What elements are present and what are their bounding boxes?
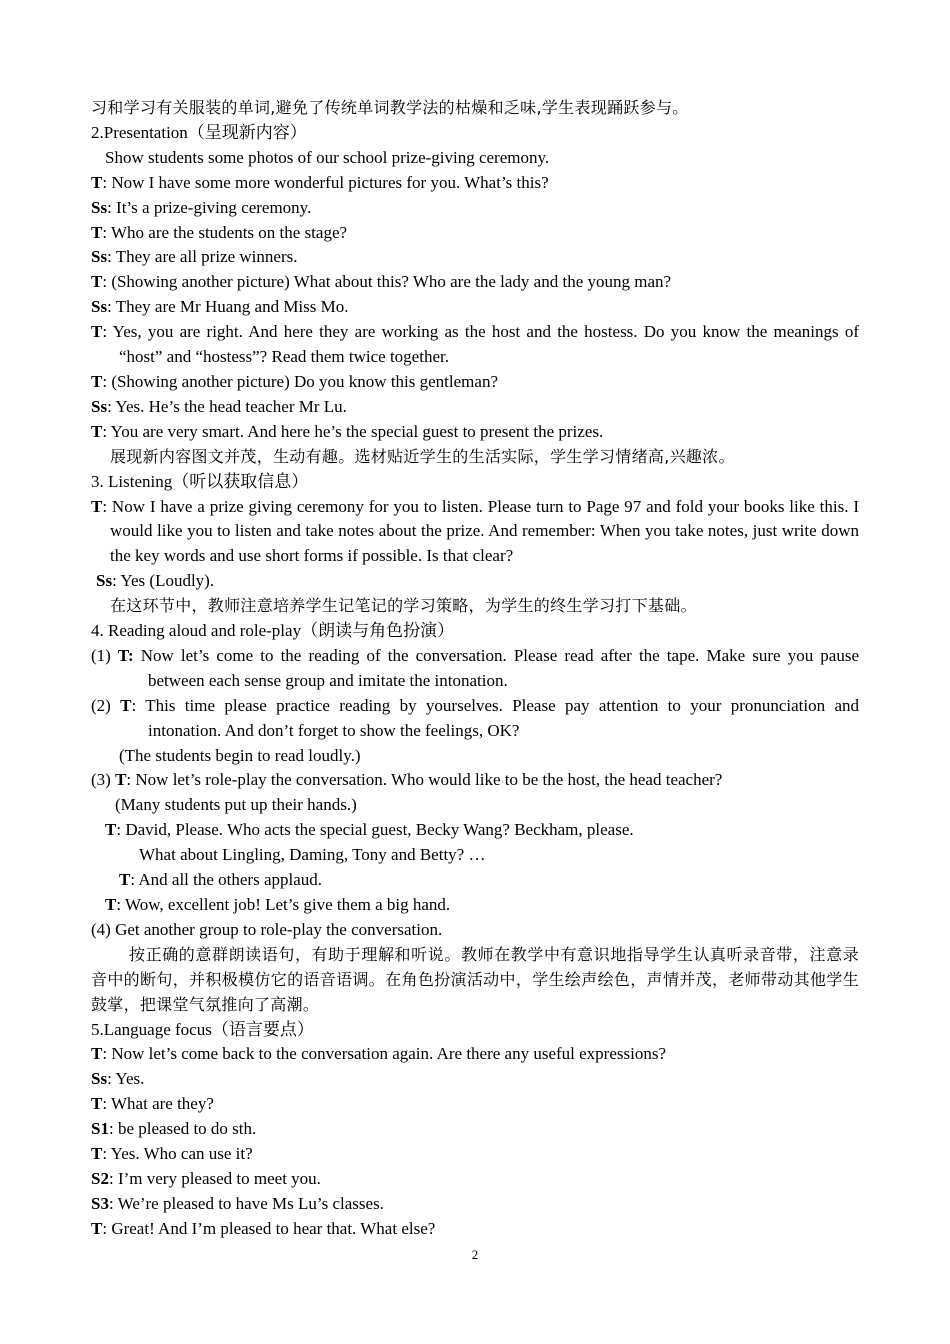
text-line: Show students some photos of our school prize-giving ceremony.: [105, 147, 550, 167]
dialogue-line: [91, 245, 859, 270]
speaker-label: Ss: [91, 197, 108, 217]
dialogue-text: : (Showing another picture) What about this? Who are the lady and the young man?: [102, 272, 672, 292]
speaker-label: T: [91, 1044, 103, 1064]
dialogue-line: [91, 1092, 859, 1117]
dialogue-line: [91, 1067, 859, 1092]
item-number: (2): [91, 695, 121, 715]
dialogue-line: [91, 644, 859, 694]
dialogue-line: [91, 1192, 859, 1217]
speaker-label: T: [91, 222, 103, 242]
dialogue-line: [96, 569, 859, 594]
commentary-line: 展现新内容图文并茂，生动有趣。选材贴近学生的生活实际，学生学习情绪高,兴趣浓。: [110, 446, 735, 466]
speaker-label: Ss: [96, 571, 113, 591]
dialogue-line: [91, 270, 859, 295]
section-heading: 2.Presentation（呈现新内容）: [91, 122, 307, 142]
dialogue-line: [91, 1117, 859, 1142]
dialogue-text: : And all the others applaud.: [130, 870, 323, 890]
speaker-label: T: [120, 695, 132, 715]
dialogue-line: [91, 1142, 859, 1167]
commentary-line: 在这环节中，教师注意培养学生记笔记的学习策略，为学生的终生学习打下基础。: [110, 596, 697, 616]
dialogue-line: [91, 1217, 859, 1242]
dialogue-text: : Now let’s role-play the conversation. Who would like to be the host, the head teacher?: [126, 770, 723, 790]
speaker-label: Ss: [91, 297, 108, 317]
commentary-line: 习和学习有关服装的单词,避免了传统单词教学法的枯燥和乏味,学生表现踊跃参与。: [91, 98, 689, 117]
dialogue-text: : Great! And I’m pleased to hear that. What else?: [102, 1218, 436, 1238]
speaker-label: T: [91, 1094, 103, 1114]
speaker-label: Ss: [91, 1069, 108, 1089]
dialogue-text: : They are Mr Huang and Miss Mo.: [107, 297, 349, 317]
dialogue-line: [91, 221, 859, 246]
dialogue-text: : David, Please. Who acts the special guest, Becky Wang? Beckham, please.: [116, 820, 634, 840]
dialogue-text: : Yes. He’s the head teacher Mr Lu.: [107, 396, 347, 416]
dialogue-line: [91, 768, 859, 793]
dialogue-text: : Who are the students on the stage?: [102, 222, 348, 242]
text-line: (4) Get another group to role-play the conversation.: [91, 919, 443, 939]
dialogue-line: [105, 893, 859, 918]
dialogue-text: : Yes (Loudly).: [112, 571, 215, 591]
speaker-label: Ss: [91, 247, 108, 267]
dialogue-line: [91, 1042, 859, 1067]
dialogue-line: [91, 395, 859, 420]
text-line: (The students begin to read loudly.): [119, 745, 361, 765]
dialogue-text: : Yes. Who can use it?: [102, 1144, 253, 1164]
dialogue-line: [91, 694, 859, 744]
dialogue-line: [91, 196, 859, 221]
commentary-paragraph: 按正确的意群朗读语句，有助于理解和听说。教师在教学中有意识地指导学生认真听录音带，注意录音中的断句，并积极模仿它的语音语调。在角色扮演活动中，学生绘声绘色，声情并茂，老师带动其他学生鼓掌，把课堂气氛推向了高潮。: [91, 944, 859, 1014]
page-number: 2: [471, 1247, 479, 1262]
dialogue-text: : You are very smart. And here he’s the special guest to present the prizes.: [102, 421, 604, 441]
dialogue-text: : We’re pleased to have Ms Lu’s classes.: [108, 1193, 384, 1213]
speaker-label: T: [91, 371, 103, 391]
speaker-label: T: [91, 272, 103, 292]
dialogue-text: : I’m very pleased to meet you.: [108, 1168, 321, 1188]
dialogue-text: : Yes.: [107, 1069, 145, 1089]
dialogue-line: [105, 818, 859, 843]
speaker-label: S3: [91, 1193, 109, 1213]
dialogue-line: [91, 495, 859, 570]
speaker-label: T:: [117, 645, 134, 665]
speaker-label: Ss: [91, 396, 108, 416]
dialogue-line: [91, 420, 859, 445]
dialogue-line: [91, 320, 859, 370]
dialogue-text: : Now I have a prize giving ceremony for you to listen. Please turn to Page 97 and fold your books like this. I would like you to listen and take notes about the prize. And remember: When you take notes, just write down the key words and use short forms if possible. Is that clear?: [102, 496, 859, 566]
dialogue-text: : Wow, excellent job! Let’s give them a big hand.: [116, 895, 451, 914]
speaker-label: T: [91, 322, 103, 342]
dialogue-line: [119, 868, 859, 893]
dialogue-text: : This time please practice reading by yourselves. Please pay attention to your pronunciation and intonation. And don’t forget to show the feelings, OK?: [131, 695, 859, 740]
speaker-label: T: [105, 895, 117, 914]
speaker-label: T: [119, 870, 131, 890]
speaker-label: T: [91, 421, 103, 441]
item-number: (1): [91, 645, 118, 665]
dialogue-line: [91, 171, 859, 196]
dialogue-text: : It’s a prize-giving ceremony.: [107, 197, 312, 217]
section-heading: 5.Language focus（语言要点）: [91, 1019, 314, 1039]
dialogue-text: : They are all prize winners.: [107, 247, 298, 267]
text-line: What about Lingling, Daming, Tony and Betty? …: [139, 845, 486, 865]
dialogue-text: : Now I have some more wonderful pictures for you. What’s this?: [102, 172, 549, 192]
document-body: [91, 96, 859, 1242]
speaker-label: T: [91, 1144, 103, 1164]
speaker-label: S2: [91, 1168, 109, 1188]
dialogue-line: [91, 370, 859, 395]
speaker-label: T: [91, 496, 103, 516]
dialogue-text: : (Showing another picture) Do you know this gentleman?: [102, 371, 498, 391]
speaker-label: T: [115, 770, 127, 790]
dialogue-text: Now let’s come to the reading of the conversation. Please read after the tape. Make sure you pause between each sense group and imitate the intonation.: [133, 645, 859, 690]
speaker-label: T: [91, 1218, 103, 1238]
dialogue-line: [91, 1167, 859, 1192]
dialogue-text: : What are they?: [102, 1094, 214, 1114]
text-line: (Many students put up their hands.): [115, 795, 357, 815]
speaker-label: S1: [91, 1119, 109, 1139]
dialogue-text: : Now let’s come back to the conversation again. Are there any useful expressions?: [102, 1044, 666, 1064]
speaker-label: T: [91, 172, 103, 192]
dialogue-line: [91, 295, 859, 320]
dialogue-text: : Yes, you are right. And here they are working as the host and the hostess. Do you know the meanings of “host” and “hostess”? Read them twice together.: [102, 322, 859, 367]
speaker-label: T: [105, 820, 117, 840]
dialogue-text: : be pleased to do sth.: [108, 1119, 257, 1139]
section-heading: 3. Listening（听以获取信息）: [91, 471, 309, 491]
section-heading: 4. Reading aloud and role-play（朗读与角色扮演）: [91, 621, 455, 641]
item-number: (3): [91, 770, 116, 790]
